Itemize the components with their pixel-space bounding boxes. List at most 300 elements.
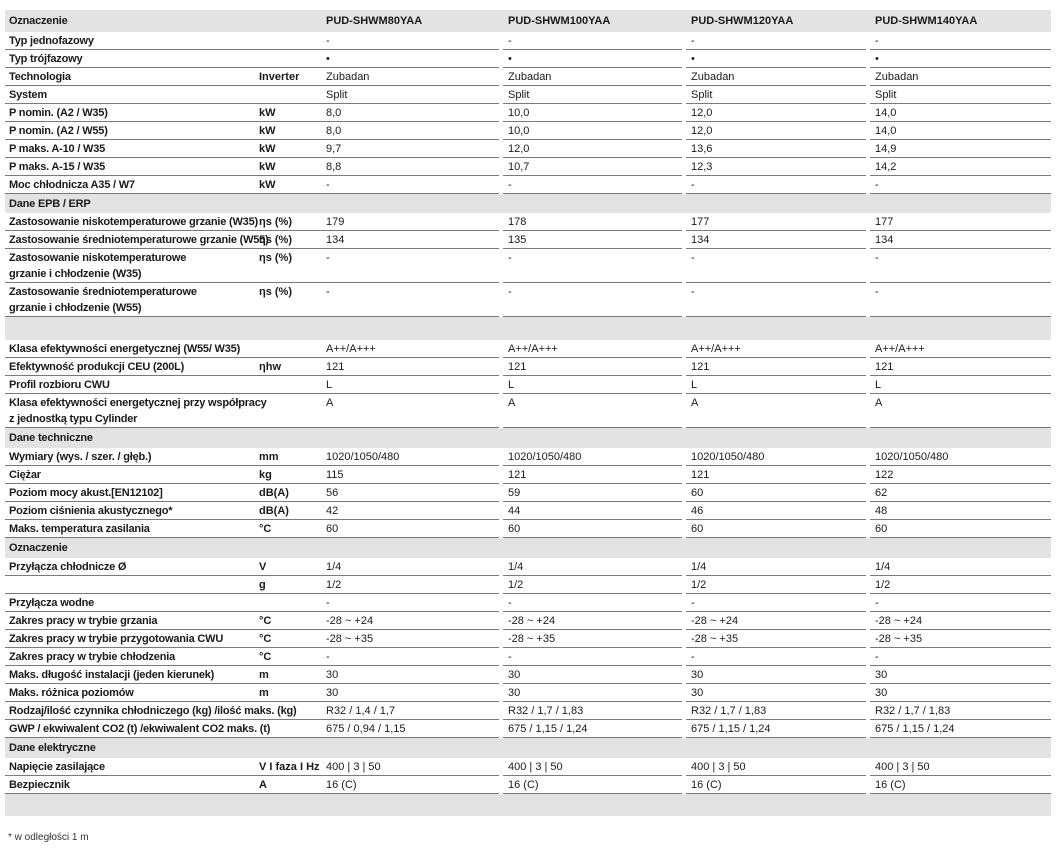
value-cell: 60 [691,523,704,535]
row-label: System [9,89,47,101]
row-label: Klasa efektywności energetycznej przy współpracy [9,397,267,409]
row-unit: kW [259,179,276,191]
table-row [5,340,1051,358]
value-cell: - [875,597,879,609]
column-gap [682,484,686,502]
value-cell: 16 (C) [875,779,906,791]
column-gap [682,394,686,428]
table-row [5,448,1051,466]
column-gap [682,666,686,684]
value-cell: A++/A+++ [875,343,925,355]
column-gap [682,283,686,317]
value-cell: Zubadan [691,71,735,83]
row-label: P maks. A-15 / W35 [9,161,106,173]
model-name: PUD-SHWM80YAA [326,15,423,27]
value-cell: 10,7 [508,161,530,173]
row-label: P nomin. (A2 / W55) [9,125,108,137]
value-cell: R32 / 1,4 / 1,7 [326,705,396,717]
column-gap [499,448,503,466]
value-cell: L [691,379,698,391]
row-unit: Inverter [259,71,300,83]
column-gap [866,394,870,428]
row-unit: m [259,687,269,699]
row-unit: ηs (%) [259,216,292,228]
row-label: Poziom mocy akust.[EN12102] [9,487,163,499]
value-cell: 56 [326,487,339,499]
column-gap [499,68,503,86]
column-gap [866,86,870,104]
column-gap [682,122,686,140]
column-gap [866,520,870,538]
column-gap [866,466,870,484]
column-gap [682,176,686,194]
value-cell: 134 [875,234,894,246]
value-cell: 1/4 [691,561,707,573]
value-cell: 178 [508,216,527,228]
row-unit: A [259,779,267,791]
column-gap [499,594,503,612]
value-cell: - [691,252,695,264]
row-unit: mm [259,451,279,463]
column-gap [866,32,870,50]
row-label: Zastosowanie niskotemperaturowe grzanie (W35) [9,216,258,228]
value-cell: 16 (C) [326,779,357,791]
footnote: * w odległości 1 m [8,832,89,843]
row-label-line2: grzanie i chłodzenie (W55) [9,302,142,314]
value-cell: 30 [691,687,704,699]
value-cell: Split [326,89,348,101]
value-cell: 1/2 [691,579,707,591]
value-cell: - [508,286,512,298]
section-title: Dane techniczne [9,432,93,444]
column-gap [866,158,870,176]
column-gap [682,376,686,394]
row-unit: m [259,669,269,681]
value-cell: 30 [326,687,339,699]
column-gap [499,394,503,428]
column-gap [499,576,503,594]
column-gap [499,358,503,376]
value-cell: 10,0 [508,107,530,119]
row-unit: kW [259,125,276,137]
column-gap [866,231,870,249]
value-cell: 30 [875,687,888,699]
column-gap [866,576,870,594]
value-cell: Zubadan [326,71,370,83]
value-cell: 400 | 3 | 50 [875,761,930,773]
row-label: Typ trójfazowy [9,53,83,65]
column-gap [499,520,503,538]
value-cell: 14,9 [875,143,897,155]
table-row [5,648,1051,666]
row-unit: kW [259,107,276,119]
value-cell: - [875,252,879,264]
table-header [5,10,1051,32]
value-cell: 121 [875,361,894,373]
value-cell: 42 [326,505,339,517]
column-gap [682,358,686,376]
table-row [5,32,1051,50]
column-gap [499,702,503,720]
value-cell: 121 [508,361,527,373]
column-gap [682,86,686,104]
column-gap [682,702,686,720]
table-row [5,176,1051,194]
row-unit: °C [259,633,272,645]
value-cell: 46 [691,505,704,517]
table-row [5,394,1051,428]
value-cell: A [508,397,516,409]
section-title: Dane elektryczne [9,742,96,754]
row-unit: ηs (%) [259,234,292,246]
column-gap [682,776,686,794]
value-cell: 1/4 [508,561,524,573]
value-cell: - [508,179,512,191]
value-cell: 13,6 [691,143,713,155]
value-cell: 1/4 [326,561,342,573]
column-gap [682,576,686,594]
column-gap [866,122,870,140]
column-gap [866,648,870,666]
section-header [5,738,1051,758]
column-gap [499,340,503,358]
value-cell: 14,2 [875,161,897,173]
column-gap [499,283,503,317]
row-unit: V [259,561,267,573]
value-cell: -28 ~ +24 [875,615,923,627]
column-gap [499,758,503,776]
value-cell: - [326,286,330,298]
row-label: Maks. temperatura zasilania [9,523,150,535]
value-cell: A [875,397,883,409]
value-cell: - [691,286,695,298]
value-cell: 675 / 1,15 / 1,24 [691,723,771,735]
row-unit: ηs (%) [259,286,292,298]
value-cell: 121 [508,469,527,481]
table-row [5,702,1051,720]
value-cell: 59 [508,487,521,499]
row-unit: °C [259,615,272,627]
value-cell: 675 / 1,15 / 1,24 [508,723,588,735]
table-row [5,612,1051,630]
value-cell: - [691,651,695,663]
column-gap [866,213,870,231]
table-row [5,86,1051,104]
table-row [5,158,1051,176]
column-gap [866,776,870,794]
value-cell: Split [508,89,530,101]
table-row [5,630,1051,648]
column-gap [682,213,686,231]
value-cell: 400 | 3 | 50 [508,761,563,773]
column-gap [499,502,503,520]
table-row [5,576,1051,594]
value-cell: 121 [691,361,710,373]
column-gap [682,594,686,612]
column-gap [499,684,503,702]
row-unit: °C [259,523,272,535]
value-cell: - [326,35,330,47]
column-gap [866,502,870,520]
column-gap [866,684,870,702]
column-gap [499,176,503,194]
value-cell: 62 [875,487,888,499]
value-cell: • [875,53,879,65]
model-name: PUD-SHWM140YAA [875,15,978,27]
column-gap [866,720,870,738]
row-unit: kW [259,161,276,173]
column-gap [866,176,870,194]
table-row [5,358,1051,376]
value-cell: R32 / 1,7 / 1,83 [508,705,584,717]
row-label: Bezpiecznik [9,779,70,791]
section-header [5,428,1051,448]
section-header [5,794,1051,816]
value-cell: Zubadan [508,71,552,83]
value-cell: 48 [875,505,888,517]
row-label: Zastosowanie średniotemperaturowe grzanie (W55) [9,234,269,246]
value-cell: 177 [691,216,710,228]
row-label: Wymiary (wys. / szer. / głęb.) [9,451,152,463]
value-cell: 1/2 [875,579,891,591]
column-gap [499,213,503,231]
column-gap [499,466,503,484]
table-row [5,122,1051,140]
value-cell: - [875,179,879,191]
value-cell: - [326,597,330,609]
column-gap [682,648,686,666]
table-row [5,502,1051,520]
value-cell: 30 [508,669,521,681]
row-unit: °C [259,651,272,663]
value-cell: A++/A+++ [326,343,376,355]
column-gap [682,158,686,176]
header-label: Oznaczenie [9,15,68,27]
value-cell: 179 [326,216,345,228]
row-label: Zakres pracy w trybie przygotowania CWU [9,633,224,645]
column-gap [682,448,686,466]
value-cell: 115 [326,469,344,481]
table-row [5,484,1051,502]
value-cell: 134 [326,234,345,246]
column-gap [682,520,686,538]
column-gap [866,340,870,358]
row-label: Przyłącza chłodnicze Ø [9,561,127,573]
value-cell: - [691,597,695,609]
value-cell: -28 ~ +35 [326,633,374,645]
table-row [5,520,1051,538]
row-label: Zakres pracy w trybie chłodzenia [9,651,176,663]
value-cell: • [508,53,512,65]
value-cell: -28 ~ +35 [691,633,739,645]
row-label: Moc chłodnicza A35 / W7 [9,179,135,191]
table-row [5,140,1051,158]
value-cell: 12,3 [691,161,713,173]
value-cell: - [326,651,330,663]
value-cell: 8,0 [326,107,342,119]
value-cell: Zubadan [875,71,919,83]
row-label: P maks. A-10 / W35 [9,143,106,155]
value-cell: -28 ~ +35 [508,633,556,645]
column-gap [682,558,686,576]
value-cell: 60 [508,523,521,535]
row-label: Ciężar [9,469,41,481]
row-unit: kW [259,143,276,155]
column-gap [866,376,870,394]
value-cell: 30 [508,687,521,699]
column-gap [866,612,870,630]
value-cell: 1020/1050/480 [508,451,582,463]
column-gap [682,340,686,358]
value-cell: -28 ~ +24 [691,615,739,627]
value-cell: 14,0 [875,125,897,137]
table-row [5,231,1051,249]
table-row [5,283,1051,317]
column-gap [866,594,870,612]
model-name: PUD-SHWM100YAA [508,15,611,27]
value-cell: 1/2 [508,579,524,591]
value-cell: 9,7 [326,143,342,155]
value-cell: -28 ~ +24 [326,615,374,627]
value-cell: L [326,379,333,391]
table-row [5,720,1051,738]
value-cell: 400 | 3 | 50 [691,761,746,773]
row-label: Efektywność produkcji CEU (200L) [9,361,185,373]
table-row [5,50,1051,68]
value-cell: 8,0 [326,125,342,137]
table-row [5,104,1051,122]
value-cell: 30 [875,669,888,681]
section-header [5,317,1051,340]
value-cell: -28 ~ +35 [875,633,923,645]
row-unit: kg [259,469,272,481]
row-label: Rodzaj/ilość czynnika chłodniczego (kg) /ilość maks. (kg) [9,705,297,717]
row-label: Zastosowanie niskotemperaturowe [9,252,187,264]
column-gap [866,702,870,720]
column-gap [682,502,686,520]
column-gap [499,249,503,283]
row-label: Typ jednofazowy [9,35,94,47]
column-gap [499,666,503,684]
value-cell: - [326,179,330,191]
table-row [5,594,1051,612]
column-gap [866,358,870,376]
column-gap [682,684,686,702]
column-gap [866,558,870,576]
value-cell: 1/2 [326,579,342,591]
value-cell: 400 | 3 | 50 [326,761,381,773]
value-cell: L [508,379,515,391]
value-cell: - [875,35,879,47]
value-cell: 60 [326,523,339,535]
column-gap [682,32,686,50]
row-unit: V I faza I Hz [259,761,320,773]
value-cell: 60 [875,523,888,535]
value-cell: 16 (C) [691,779,722,791]
column-gap [682,140,686,158]
table-row [5,68,1051,86]
value-cell: R32 / 1,7 / 1,83 [691,705,767,717]
row-unit: ηhw [259,361,281,373]
column-gap [499,140,503,158]
row-label: Przyłącza wodne [9,597,95,609]
value-cell: - [875,286,879,298]
value-cell: 135 [508,234,527,246]
column-gap [499,484,503,502]
column-gap [866,758,870,776]
table-row [5,376,1051,394]
column-gap [499,558,503,576]
value-cell: A [691,397,699,409]
row-label-line2: grzanie i chłodzenie (W35) [9,268,142,280]
value-cell: A++/A+++ [691,343,741,355]
value-cell: A [326,397,334,409]
column-gap [866,283,870,317]
value-cell: 1020/1050/480 [326,451,400,463]
table-row [5,213,1051,231]
value-cell: 12,0 [691,125,713,137]
column-gap [682,68,686,86]
value-cell: 60 [691,487,704,499]
value-cell: 121 [691,469,710,481]
column-gap [682,630,686,648]
column-gap [682,50,686,68]
value-cell: 675 / 0,94 / 1,15 [326,723,406,735]
column-gap [866,249,870,283]
column-gap [499,122,503,140]
value-cell: R32 / 1,7 / 1,83 [875,705,951,717]
table-row [5,558,1051,576]
value-cell: 12,0 [508,143,530,155]
value-cell: - [875,651,879,663]
model-name: PUD-SHWM120YAA [691,15,794,27]
column-gap [682,758,686,776]
column-gap [499,648,503,666]
spec-table [5,10,1051,816]
value-cell: 177 [875,216,894,228]
section-header [5,538,1051,558]
value-cell: 14,0 [875,107,897,119]
column-gap [866,68,870,86]
table-row [5,466,1051,484]
value-cell: 10,0 [508,125,530,137]
row-label: Klasa efektywności energetycznej (W55/ W35) [9,343,241,355]
value-cell: L [875,379,882,391]
value-cell: - [508,651,512,663]
value-cell: - [508,252,512,264]
row-unit: dB(A) [259,505,289,517]
value-cell: • [691,53,695,65]
column-gap [499,720,503,738]
value-cell: - [326,252,330,264]
value-cell: -28 ~ +24 [508,615,556,627]
value-cell: Split [875,89,897,101]
value-cell: 12,0 [691,107,713,119]
column-gap [682,466,686,484]
value-cell: 675 / 1,15 / 1,24 [875,723,955,735]
value-cell: 16 (C) [508,779,539,791]
column-gap [499,776,503,794]
column-gap [866,104,870,122]
column-gap [866,630,870,648]
column-gap [682,231,686,249]
row-label: Poziom ciśnienia akustycznego* [9,505,173,517]
row-unit: ηs (%) [259,252,292,264]
row-label-line2: z jednostką typu Cylinder [9,413,138,425]
row-label: Maks. długość instalacji (jeden kierunek) [9,669,215,681]
value-cell: - [691,35,695,47]
column-gap [682,249,686,283]
